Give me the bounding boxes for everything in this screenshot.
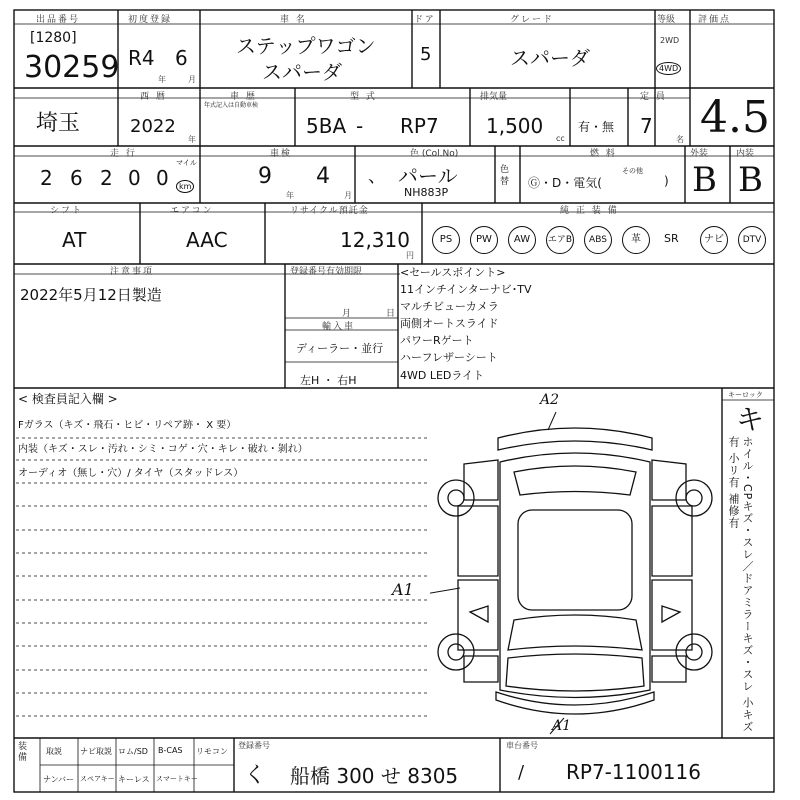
grade-label: グレード [510, 15, 555, 25]
model-code: RP7 [400, 114, 439, 138]
shaken-label: 車 歴 [230, 92, 257, 102]
displacement-unit: cc [556, 134, 565, 143]
sales-point: 11インチインターナビ･TV [400, 283, 532, 296]
aircon-value: AAC [186, 228, 228, 252]
recycle-value: 12,310 [340, 228, 410, 252]
sales-point: マルチビューカメラ [400, 300, 499, 313]
reg-no-label: 登録番号 [238, 741, 270, 750]
mileage-digit: 0 [156, 166, 169, 190]
score-label: 評価点 [698, 15, 732, 25]
reg-expiry-month: 月 [342, 309, 352, 319]
region-value: 埼玉 [36, 111, 81, 136]
doors-value: 5 [420, 44, 432, 65]
caution-label: 注意事項 [110, 267, 155, 277]
damage-rear: A2 [540, 392, 560, 408]
shaken-month-unit: 月 [344, 191, 352, 200]
interior-grade: B [738, 160, 763, 200]
model-label: 型 式 [350, 92, 377, 102]
chassis-value: RP7-1100116 [566, 760, 701, 784]
displacement-value: 1,500 [486, 114, 544, 138]
color-code: NH883P [404, 186, 449, 199]
aircon-label: エアコン [170, 206, 214, 216]
shaken-note: 年式記入は自動車検 [204, 102, 259, 109]
displacement-label: 排気量 [480, 92, 508, 102]
key-mark: キ [736, 403, 765, 436]
mileage-digit: 2 [40, 166, 53, 190]
mileage-unit: km [176, 180, 194, 193]
year-unit: 年 [188, 135, 196, 144]
sales-points-label: <セールスポイント> [400, 266, 506, 279]
inspector-line-audio: オーディオ（無し・穴）/ タイヤ（スタッドレス） [18, 468, 244, 479]
first-reg-era: R4 [128, 46, 155, 70]
fuel-options: Ⓖ・D・電気( [528, 176, 602, 190]
chassis-label: 車台番号 [506, 741, 538, 750]
car-name-label: 車 名 [280, 15, 307, 25]
fuel-other: その他 [622, 167, 643, 175]
sales-point: ハーフレザーシート [400, 351, 498, 364]
sales-point: 4WD LEDライト [400, 369, 485, 382]
score-value: 4.5 [700, 92, 770, 143]
reg-expiry-day: 日 [386, 309, 396, 319]
color-label: 色 (Col.No) [410, 149, 459, 159]
shaken-year-unit: 年 [286, 191, 294, 200]
mileage-digit: 2 [100, 166, 113, 190]
grade-value: スパーダ [510, 46, 590, 70]
drive-2wd: 2WD [660, 36, 680, 45]
first-reg-year-unit: 年 [158, 75, 166, 84]
mileage-unit-top: マイル [176, 159, 197, 167]
drive-4wd: 4WD [656, 62, 681, 75]
equip-pw: PW [470, 226, 498, 254]
caution-text: 2022年5月12日製造 [20, 286, 162, 304]
capacity-unit: 名 [676, 135, 684, 144]
first-reg-month: 6 [175, 46, 188, 70]
fixed-label: 定 員 [640, 92, 667, 102]
drive-label: 等級 [657, 15, 676, 25]
import-label: 輸入車 [322, 322, 356, 332]
first-reg-label: 初度登録 [128, 15, 173, 25]
year-value: 2022 [130, 116, 176, 137]
first-reg-month-unit: 月 [188, 75, 196, 84]
doors-label: ドア [414, 15, 436, 25]
bottom-number: ナンバー [43, 775, 75, 784]
mileage-digit: 6 [70, 166, 83, 190]
recycle-label: リサイクル預託金 [290, 206, 369, 216]
bottom-bcas: B-CAS [158, 746, 183, 755]
inspector-line-interior: 内装（キズ・スレ・汚れ・シミ・コゲ・穴・キレ・破れ・剝れ） [18, 444, 308, 455]
import-handle: 左H ・ 右H [300, 374, 357, 387]
equip-airbag: エアB [546, 226, 574, 254]
bottom-keyless: キーレス [118, 775, 150, 784]
reg-expiry-label: 登録番号有効期限 [290, 267, 363, 277]
fuel-label: 燃 料 [590, 149, 617, 159]
chassis-mark: / [518, 762, 525, 783]
shaken-month: 4 [316, 164, 330, 189]
capacity-value: 7 [640, 114, 653, 138]
interior-label: 内装 [736, 149, 755, 159]
sales-point: パワーRゲート [400, 334, 474, 347]
inspector-line-glass: Fガラス（キズ・飛石・ヒビ・リペア跡・ X 要） [18, 420, 237, 431]
equipment-label: 純 正 装 備 [560, 206, 619, 216]
car-diagram [430, 400, 720, 735]
color-name: パール [398, 164, 458, 188]
car-name-line1: ステップワゴン [236, 34, 376, 58]
car-name-line2: スパーダ [262, 60, 342, 84]
shift-label: シフト [50, 206, 84, 216]
damage-front: A1 [552, 718, 572, 734]
equip-leather: 革 [622, 226, 650, 254]
fuel-close: ) [664, 174, 669, 188]
equip-ps: PS [432, 226, 460, 254]
shaken-year: 9 [258, 164, 272, 189]
bottom-rom-sd: ロム/SD [118, 747, 148, 756]
model-dash: - [356, 114, 364, 138]
bottom-smart-key: スマートキー [156, 775, 198, 783]
keys-label: キーロック [728, 391, 763, 399]
color-mark: 、 [368, 166, 386, 187]
exterior-grade: B [692, 160, 717, 200]
reg-no-mark: く [244, 763, 267, 788]
side-note: ホイル・CPキズ・スレ／ドアミラーキズ・スレ 小キズ有 小リ有 補修有 [727, 436, 754, 733]
bottom-remote: リモコン [196, 747, 228, 756]
equip-sr: SR [664, 232, 679, 245]
year-label: 西 暦 [140, 92, 167, 102]
reg-no-value: 船橋 300 せ 8305 [290, 764, 459, 788]
equip-navi: ナビ [700, 226, 728, 254]
bottom-navi-manual: ナビ取説 [80, 747, 112, 756]
damage-left: A1 [392, 580, 414, 599]
import-dealer: ディーラー・並行 [296, 342, 384, 355]
color-change-label: 色替 [500, 165, 510, 187]
bottom-spare-key: スペアキー [80, 775, 115, 783]
lot-sub: [1280] [30, 30, 77, 46]
bottom-manual: 取説 [46, 747, 62, 756]
shift-value: AT [62, 228, 87, 252]
equip-dtv: DTV [738, 226, 766, 254]
bottom-equip-label: 装備 [18, 742, 28, 763]
sales-point: 両側オートスライド [400, 317, 499, 330]
lot-label: 出品番号 [36, 15, 81, 25]
inspector-label: < 検査員記入欄 > [18, 392, 118, 406]
recycle-unit: 円 [406, 251, 414, 260]
equip-abs: ABS [584, 226, 612, 254]
turbo-options: 有・無 [578, 120, 615, 134]
shaken-col-label: 車検 [270, 149, 293, 159]
mileage-digit: 0 [128, 166, 141, 190]
equip-aw: AW [508, 226, 536, 254]
model-prefix: 5BA [306, 114, 347, 138]
exterior-label: 外装 [690, 149, 709, 159]
mileage-label: 走 行 [110, 149, 137, 159]
lot-number: 30259 [24, 50, 120, 85]
